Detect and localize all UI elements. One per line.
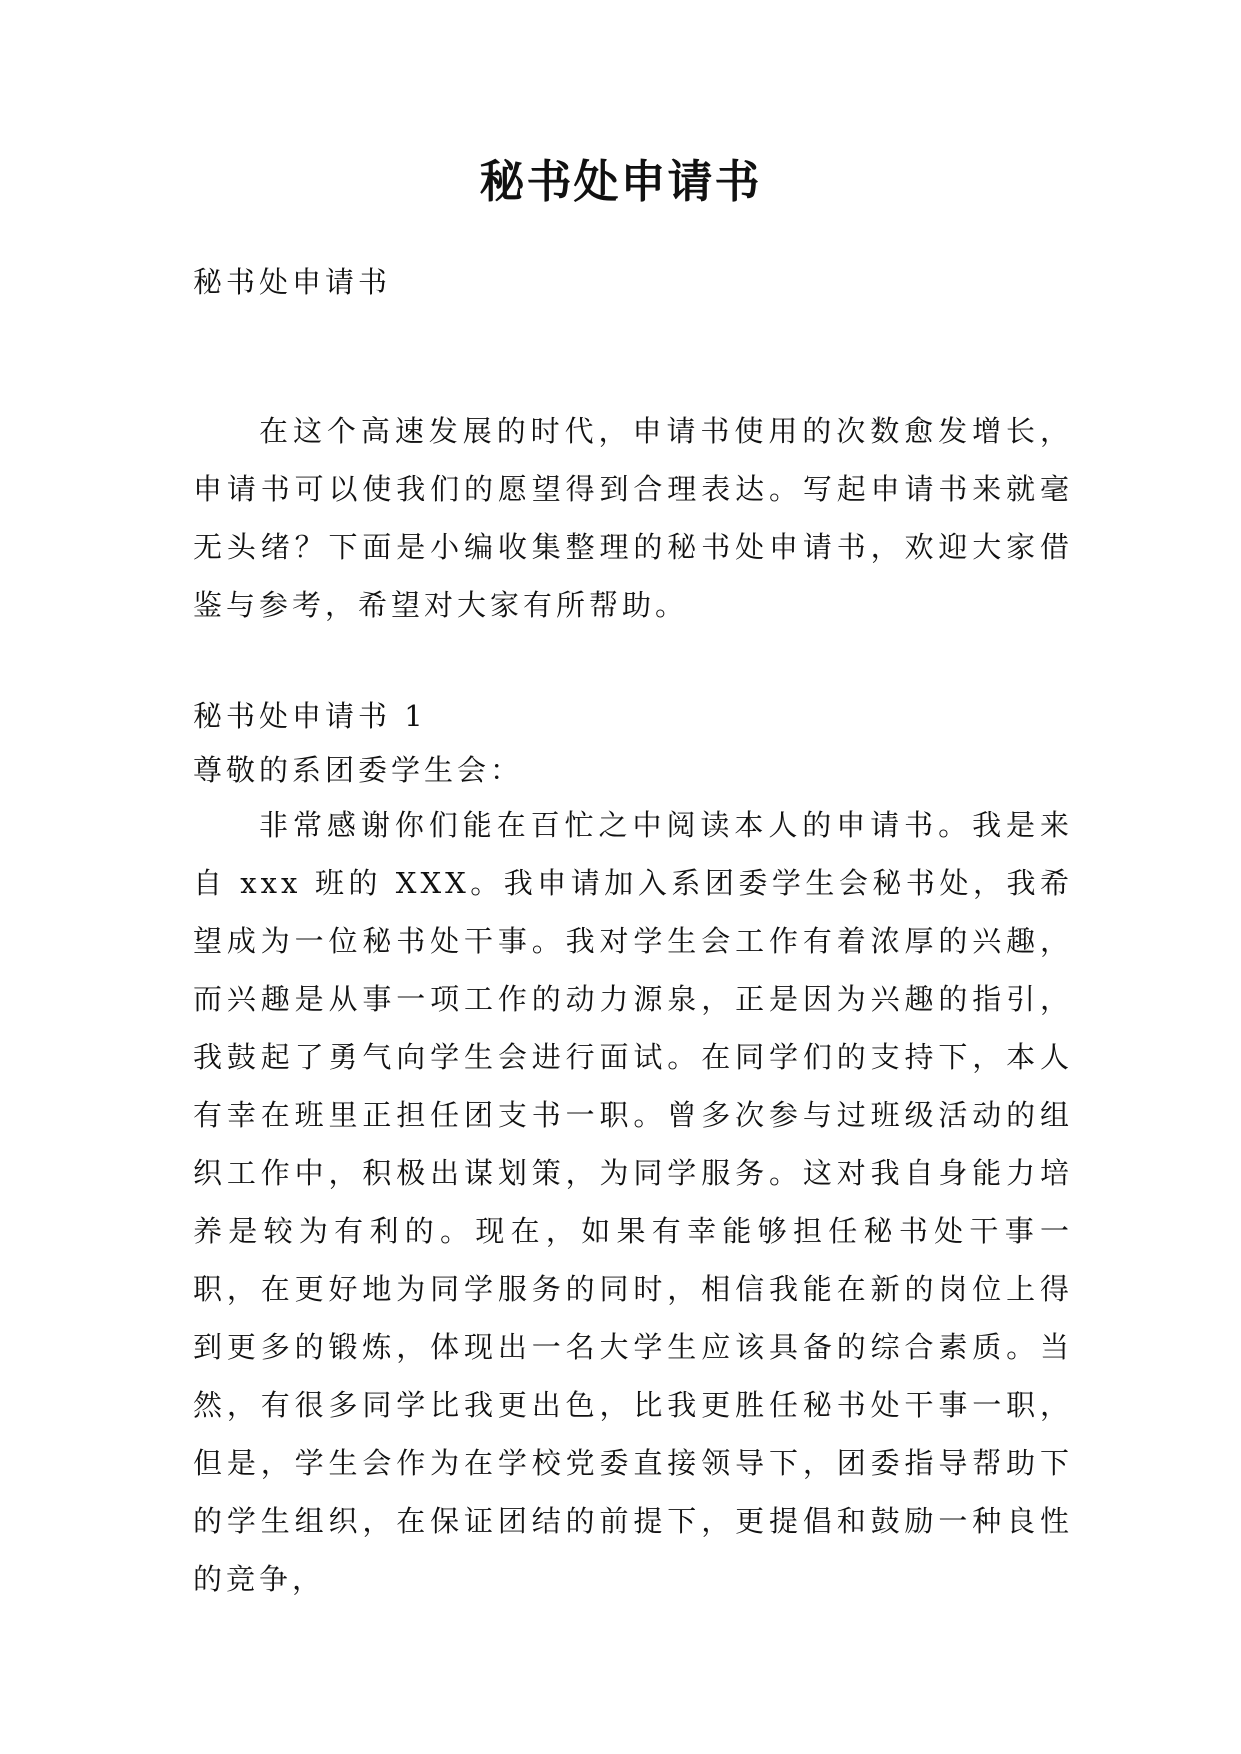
section-heading: 秘书处申请书 1 bbox=[193, 699, 427, 733]
document-subtitle: 秘书处申请书 bbox=[193, 265, 392, 299]
salutation: 尊敬的系团委学生会： bbox=[193, 753, 524, 787]
body-paragraph: 非常感谢你们能在百忙之中阅读本人的申请书。我是来自 xxx 班的 XXX。我申请加入系团委学生会秘书处，我希望成为一位秘书处干事。我对学生会工作有着浓厚的兴趣，而兴趣是从事一项工作的动力源泉，正是因为兴趣的指引，我鼓起了勇气向学生会进行面试。在同学们的支持下，本人有幸在班里正担任团支书一职。曾多次参与过班级活动的组织工作中，积极出谋划策，为同学服务。这对我自身能力培养是较为有利的。现在，如果有幸能够担任秘书处干事一职，在更好地为同学服务的同时，相信我能在新的岗位上得到更多的锻炼，体现出一名大学生应该具备的综合素质。当然，有很多同学比我更出色，比我更胜任秘书处干事一职，但是，学生会作为在学校党委直接领导下，团委指导帮助下的学生组织，在保证团结的前提下，更提倡和鼓励一种良性的竞争， bbox=[193, 808, 1073, 1596]
intro-paragraph: 在这个高速发展的时代，申请书使用的次数愈发增长，申请书可以使我们的愿望得到合理表达。写起申请书来就毫无头绪？下面是小编收集整理的秘书处申请书，欢迎大家借鉴与参考，希望对大家有所帮助。 bbox=[193, 414, 1073, 622]
document-title: 秘书处申请书 bbox=[479, 155, 762, 208]
